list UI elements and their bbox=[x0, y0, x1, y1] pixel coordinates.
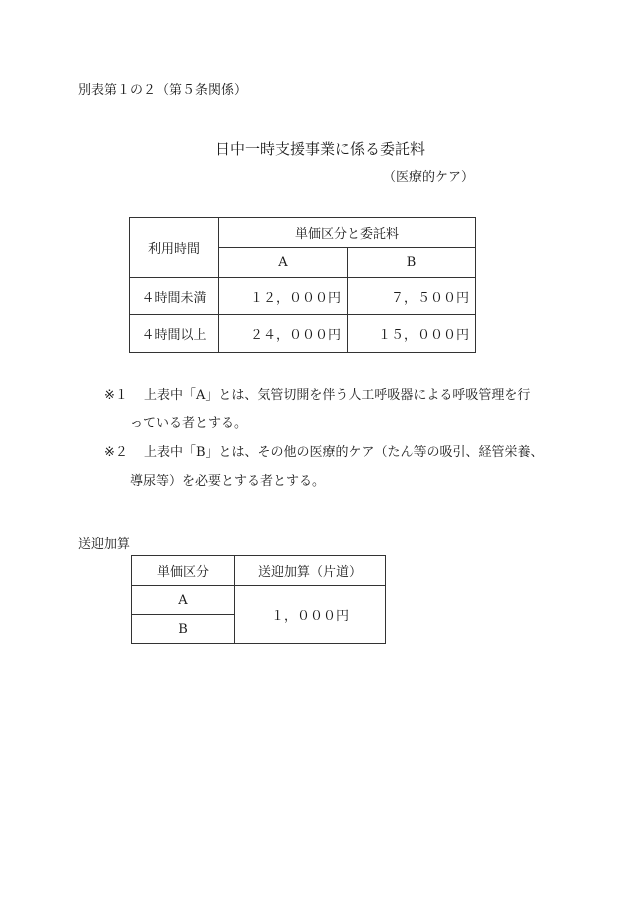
table-row bbox=[130, 315, 476, 353]
fee-b-cell: １５，０００円 bbox=[348, 315, 476, 353]
note-text: 上表中「A」とは、気管切開を伴う人工呼吸器による呼吸管理を行 bbox=[144, 388, 531, 403]
document-reference: 別表第１の２（第５条関係） bbox=[78, 83, 248, 98]
category-header: 単価区分 bbox=[132, 556, 235, 586]
time-cell: ４時間以上 bbox=[130, 315, 219, 353]
fee-table bbox=[129, 217, 476, 353]
note-text-continued: 導尿等）を必要とする者とする。 bbox=[130, 474, 326, 489]
category-b-cell: B bbox=[132, 615, 235, 644]
note-mark: ※２ bbox=[104, 445, 128, 460]
time-header: 利用時間 bbox=[130, 218, 219, 278]
table-row bbox=[130, 278, 476, 315]
col-b-header: B bbox=[348, 248, 476, 278]
fee-a-cell: ２４，０００円 bbox=[219, 315, 348, 353]
category-a-cell: A bbox=[132, 586, 235, 615]
transport-table bbox=[131, 555, 386, 644]
transport-header-row bbox=[132, 556, 386, 586]
note-mark: ※１ bbox=[104, 388, 128, 403]
fee-b-cell: ７，５００円 bbox=[348, 278, 476, 315]
time-cell: ４時間未満 bbox=[130, 278, 219, 315]
note-text-continued: っている者とする。 bbox=[130, 416, 248, 431]
fee-table-header-row bbox=[130, 218, 476, 248]
note-text: 上表中「B」とは、その他の医療的ケア（たん等の吸引、経管栄養、 bbox=[144, 445, 544, 460]
fee-a-cell: １２，０００円 bbox=[219, 278, 348, 315]
col-a-header: A bbox=[219, 248, 348, 278]
group-header: 単価区分と委託料 bbox=[219, 218, 476, 248]
document-title-text: 日中一時支援事業に係る委託料 bbox=[214, 140, 425, 158]
document-subtitle: （医療的ケア） bbox=[383, 170, 475, 185]
table-row bbox=[132, 586, 386, 615]
amount-header: 送迎加算（片道） bbox=[235, 556, 386, 586]
document-title bbox=[0, 138, 630, 159]
transport-amount-cell: １，０００円 bbox=[235, 586, 386, 644]
transport-section-label: 送迎加算 bbox=[78, 537, 131, 552]
